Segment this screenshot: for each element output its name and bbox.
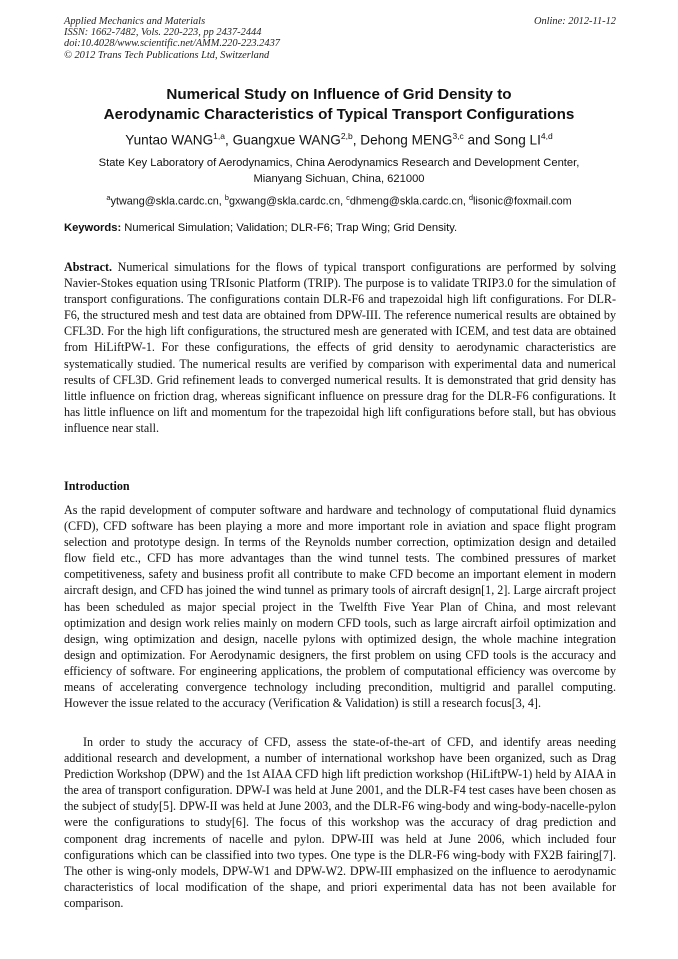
- abstract-label: Abstract.: [64, 260, 113, 274]
- email-separator: ,: [340, 195, 347, 208]
- author-separator: ,: [352, 132, 361, 148]
- author-separator: ,: [225, 132, 233, 148]
- author-affil-mark: 1,a: [213, 131, 225, 141]
- title-line-2: Aerodynamic Characteristics of Typical Transport Configurations: [103, 106, 575, 123]
- author-affil-mark: 4,d: [540, 131, 553, 141]
- paper-title: [40, 85, 638, 125]
- intro-paragraph-1: As the rapid development of computer software and hardware and technology of computational fluid dynamics (CFD), CFD software has been playing a more and more important role in aviation and space flight program selection and prototype design. In terms of the Reynolds number correction, optimization design and detailed flow field etc., CFD has more advantages than the wind tunnel tests. The combined pressures of market competitiveness, safety and business profit all contribute to make CFD become an important element in modern aircraft design, and CFD has joined the wind tunnel as primary tools of aircraft design[1, 2]. Large aircraft project has been scheduled as major special project in the Twelfth Five Year Plan of China, and most relevant optimization and design work relies mainly on modern CFD tools, such as large aircraft airfoil optimization and design, wing optimization and design, nacelle pylons with optimized design, the whole machine integration design and optimization. For Aerodynamic designers, the first problem on using CFD tools is the accuracy and efficiency of software. For engineering applications, the problem of computational efficiency was overcome by means of accelerating convergence technology including precondition, multigrid and parallel computing. However the issue related to the accuracy (Verification & Validation) is still a research focus[3, 4].: [64, 503, 616, 711]
- author-affil-mark: 3,c: [452, 131, 464, 141]
- keywords: [64, 220, 616, 236]
- affiliation-line-1: State Key Laboratory of Aerodynamics, China Aerodynamics Research and Development Center,: [98, 157, 580, 169]
- email-list: [40, 190, 638, 210]
- email-separator: ,: [218, 195, 225, 208]
- abstract: [64, 259, 616, 436]
- author-list: [40, 127, 638, 150]
- email-mark: c: [346, 193, 350, 202]
- email-mark: a: [106, 193, 111, 202]
- affiliation: [40, 155, 638, 187]
- abstract-text: Numerical simulations for the flows of typical transport configurations are performed by solving Navier-Stokes equation using TRIsonic Platform (TRIP). The purpose is to validate TRIP3.0 for the simulation of transport configurations. The configurations contain DLR-F6 and trapezoidal high lift configurations. For DLR-F6, the structured mesh and test data are obtained from DPW-III. The reference numerical results are obtained by CFL3D. For the high lift configurations, the structured mesh are generated with ICEM, and test data are obtained from HiLiftPW-1. For these configurations, the effects of grid density to aerodynamic characteristics are systematically studied. The numerical results are verified by comparison with experimental data and numerical results of CFL3D. Grid refinement leads to converged numerical results. It is demonstrated that grid density has little influence on friction drag, whereas significant influence on pressure drag for the DLR-F6 configurations. It has little influence on lift and momentum for the trapezoidal high lift configurations before stall, but has obvious influence near stall.: [64, 260, 616, 435]
- email-mark: b: [224, 193, 229, 202]
- journal-name: Applied Mechanics and Materials: [64, 16, 206, 27]
- author-name: Dehong MENG: [360, 132, 453, 148]
- email-address: dhmeng@skla.cardc.cn: [349, 195, 463, 208]
- keywords-label: Keywords:: [64, 222, 122, 234]
- intro-paragraph-2: In order to study the accuracy of CFD, assess the state-of-the-art of CFD, and identify areas needing additional research and development, a number of international workshop have been organized, such as Drag Prediction Workshop (DPW) and the 1st AIAA CFD high lift prediction workshop (HiLiftPW-1) held by AIAA in the area of transport configuration. DPW-I was held at June 2001, and the DLR-F4 test cases have been chosen as the subject of study[5]. DPW-II was held at June 2003, and the DLR-F6 wing-body and wing-body-nacelle-pylon were the configurations to study[6]. The focus of this workshop was the accuracy of drag prediction and component drag increments of nacelle and pylon. DPW-III was held at June 2006, which included four configurations which can be classified into two types. One type is the DLR-F6 wing-body with FX2B fairing[7]. The other is wing-only models, DPW-W1 and DPW-W2. DPW-III emphasized on the influence to aerodynamic characteristics of local modification of the shape, and priori experimental data has not been available for comparison.: [64, 735, 616, 910]
- email-mark: d: [468, 193, 474, 202]
- keywords-text: Numerical Simulation; Validation; DLR-F6; Trap Wing; Grid Density.: [121, 222, 458, 234]
- doi-line: doi:10.4028/www.scientific.net/AMM.220-223.2437: [64, 38, 280, 50]
- section-heading: Introduction: [64, 479, 130, 493]
- online-date: Online: 2012-11-12: [533, 16, 616, 27]
- title-line-1: Numerical Study on Influence of Grid Density to: [166, 86, 512, 103]
- email-address: ytwang@skla.cardc.cn: [110, 195, 219, 208]
- author-affil-mark: 2,b: [340, 131, 353, 141]
- copyright-line: © 2012 Trans Tech Publications Ltd, Switzerland: [64, 49, 270, 61]
- author-name: Yuntao WANG: [125, 132, 214, 148]
- author-separator: and: [463, 132, 495, 148]
- affiliation-line-2: Mianyang Sichuan, China, 621000: [253, 173, 425, 185]
- author-name: Song LI: [494, 132, 541, 148]
- email-separator: ,: [462, 195, 469, 208]
- email-address: gxwang@skla.cardc.cn: [228, 195, 341, 208]
- issn-line: ISSN: 1662-7482, Vols. 220-223, pp 2437-2444: [64, 27, 262, 39]
- email-address: lisonic@foxmail.com: [473, 195, 572, 208]
- author-name: Guangxue WANG: [232, 132, 341, 148]
- journal-header: [64, 16, 616, 61]
